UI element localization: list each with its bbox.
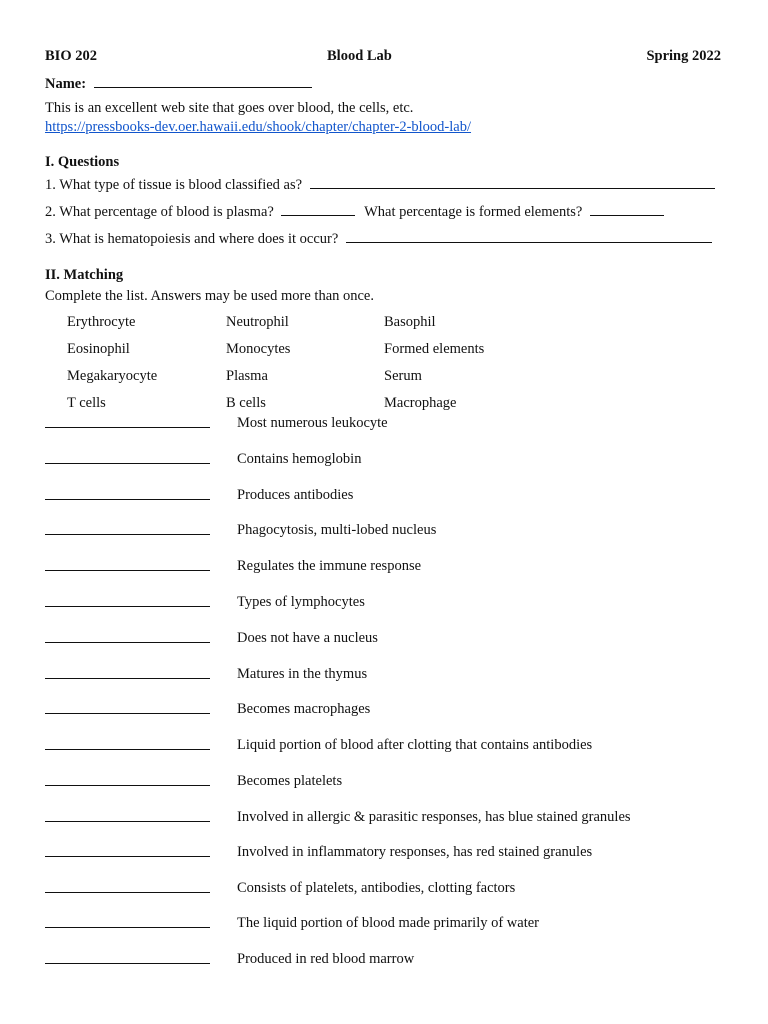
matching-answer-blank[interactable] [45, 558, 210, 571]
question-2a-answer[interactable] [281, 203, 355, 216]
matching-answer-blank[interactable] [45, 630, 210, 643]
resource-link[interactable]: https://pressbooks-dev.oer.hawaii.edu/shook/chapter/chapter-2-blood-lab/ [45, 119, 472, 135]
matching-description: Liquid portion of blood after clotting that contains antibodies [237, 737, 593, 753]
word-bank-item: Basophil [384, 314, 436, 330]
question-3-text: 3. What is hematopoiesis and where does it occur? [45, 231, 339, 247]
matching-description: Becomes macrophages [237, 701, 371, 717]
word-bank-item: Neutrophil [226, 314, 289, 330]
word-bank-item: Macrophage [384, 395, 457, 411]
question-3 [45, 230, 712, 248]
matching-answer-blank[interactable] [45, 844, 210, 857]
matching-description: The liquid portion of blood made primarily of water [237, 915, 540, 931]
question-1 [45, 176, 715, 194]
matching-description: Phagocytosis, multi-lobed nucleus [237, 522, 437, 538]
word-bank-item: Monocytes [226, 341, 291, 357]
term: Spring 2022 [646, 48, 721, 64]
matching-answer-blank[interactable] [45, 701, 210, 714]
name-field[interactable] [94, 75, 312, 88]
word-bank-item: Plasma [226, 368, 268, 384]
matching-description: Regulates the immune response [237, 558, 422, 574]
question-1-text: 1. What type of tissue is blood classified as? [45, 177, 303, 193]
word-bank-item: B cells [226, 395, 266, 411]
matching-answer-blank[interactable] [45, 880, 210, 893]
course-code: BIO 202 [45, 48, 97, 64]
matching-answer-blank[interactable] [45, 915, 210, 928]
question-3-answer[interactable] [346, 230, 712, 243]
matching-description: Contains hemoglobin [237, 451, 362, 467]
word-bank-item: Formed elements [384, 341, 485, 357]
question-1-answer[interactable] [310, 176, 715, 189]
matching-description: Does not have a nucleus [237, 630, 378, 646]
matching-answer-blank[interactable] [45, 773, 210, 786]
matching-description: Matures in the thymus [237, 666, 368, 682]
matching-instructions: Complete the list. Answers may be used more than once. [45, 288, 374, 304]
matching-description: Most numerous leukocyte [237, 415, 388, 431]
word-bank-item: Erythrocyte [67, 314, 136, 330]
matching-description: Types of lymphocytes [237, 594, 365, 610]
matching-description: Produced in red blood marrow [237, 951, 415, 967]
matching-answer-blank[interactable] [45, 451, 210, 464]
question-2b-answer[interactable] [590, 203, 664, 216]
matching-answer-blank[interactable] [45, 522, 210, 535]
word-bank-item: T cells [67, 395, 106, 411]
page-title: Blood Lab [327, 48, 392, 64]
matching-description: Consists of platelets, antibodies, clotting factors [237, 880, 516, 896]
matching-answer-blank[interactable] [45, 809, 210, 822]
question-2 [45, 203, 664, 221]
matching-answer-blank[interactable] [45, 666, 210, 679]
word-bank-item: Eosinophil [67, 341, 130, 357]
question-2b-text: What percentage is formed elements? [364, 204, 583, 220]
matching-description: Produces antibodies [237, 487, 354, 503]
matching-answer-blank[interactable] [45, 487, 210, 500]
section-questions-heading: I. Questions [45, 154, 120, 170]
section-matching-heading: II. Matching [45, 267, 124, 283]
matching-description: Involved in inflammatory responses, has red stained granules [237, 844, 593, 860]
word-bank-item: Serum [384, 368, 422, 384]
matching-answer-blank[interactable] [45, 737, 210, 750]
name-label: Name: [45, 76, 87, 92]
matching-description: Becomes platelets [237, 773, 343, 789]
matching-answer-blank[interactable] [45, 594, 210, 607]
matching-answer-blank[interactable] [45, 951, 210, 964]
intro-text: This is an excellent web site that goes over blood, the cells, etc. [45, 100, 414, 116]
word-bank-item: Megakaryocyte [67, 368, 158, 384]
question-2a-text: 2. What percentage of blood is plasma? [45, 204, 274, 220]
matching-answer-blank[interactable] [45, 415, 210, 428]
name-row [45, 75, 312, 93]
matching-description: Involved in allergic & parasitic responses, has blue stained granules [237, 809, 631, 825]
